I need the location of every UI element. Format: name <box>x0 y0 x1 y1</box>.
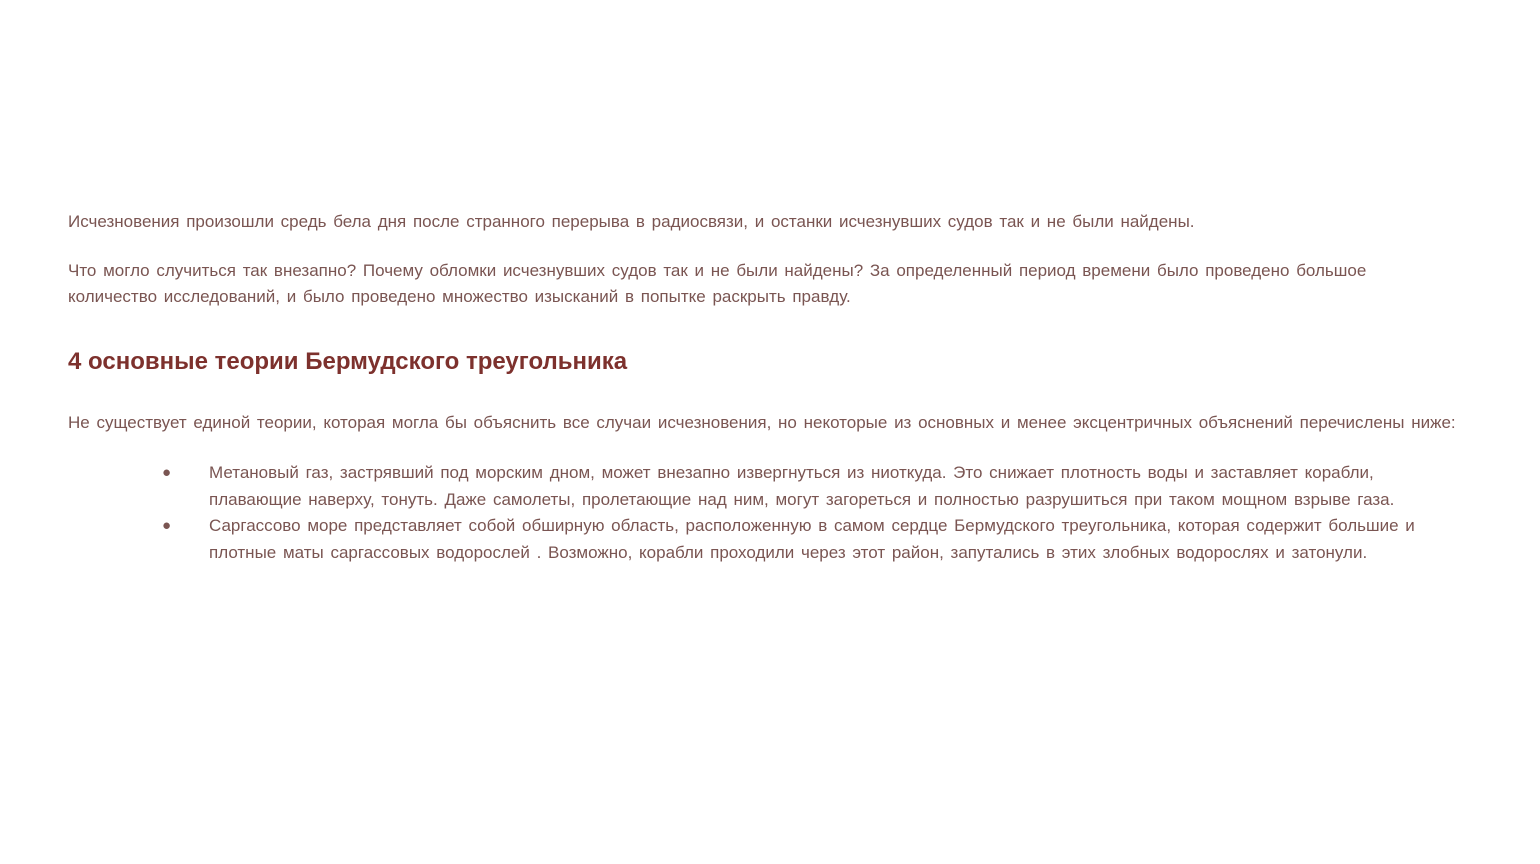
section-heading: 4 основные теории Бермудского треугольника <box>68 347 628 375</box>
list-item <box>68 460 1458 513</box>
list-item-text: Саргассово море представляет собой обширную область, расположенную в самом сердце Бермудского треугольника, которая содержит большие и плотные маты саргассовых водорослей . Возможно, корабли проходили через этот район, запутались в этих злобных водорослях и затонули. <box>209 516 1415 562</box>
bullet-icon: ● <box>162 464 172 481</box>
theories-list <box>68 460 1458 566</box>
bullet-icon: ● <box>162 517 172 534</box>
list-item-text: Метановый газ, застрявший под морским дном, может внезапно извергнуться из ниоткуда. Это снижает плотность воды и заставляет корабли, плавающие наверху, тонуть. Даже самолеты, пролетающие над ним, могут загореться и полностью разрушиться при таком мощном взрыве газа. <box>209 463 1395 509</box>
paragraph-questions: Что могло случиться так внезапно? Почему обломки исчезнувших судов так и не были найдены? За определенный период времени было проведено большое количество исследований, и было проведено множество изысканий в попытке раскрыть правду. <box>68 260 1367 306</box>
paragraph-disappearances: Исчезновения произошли средь бела дня после странного перерыва в радиосвязи, и останки исчезнувших судов так и не были найдены. <box>68 212 1195 231</box>
paragraph-intro-theories: Не существует единой теории, которая могла бы объяснить все случаи исчезновения, но некоторые из основных и менее эксцентричных объяснений перечислены ниже: <box>68 412 1456 432</box>
document-page <box>68 209 1458 566</box>
list-item <box>68 513 1458 566</box>
